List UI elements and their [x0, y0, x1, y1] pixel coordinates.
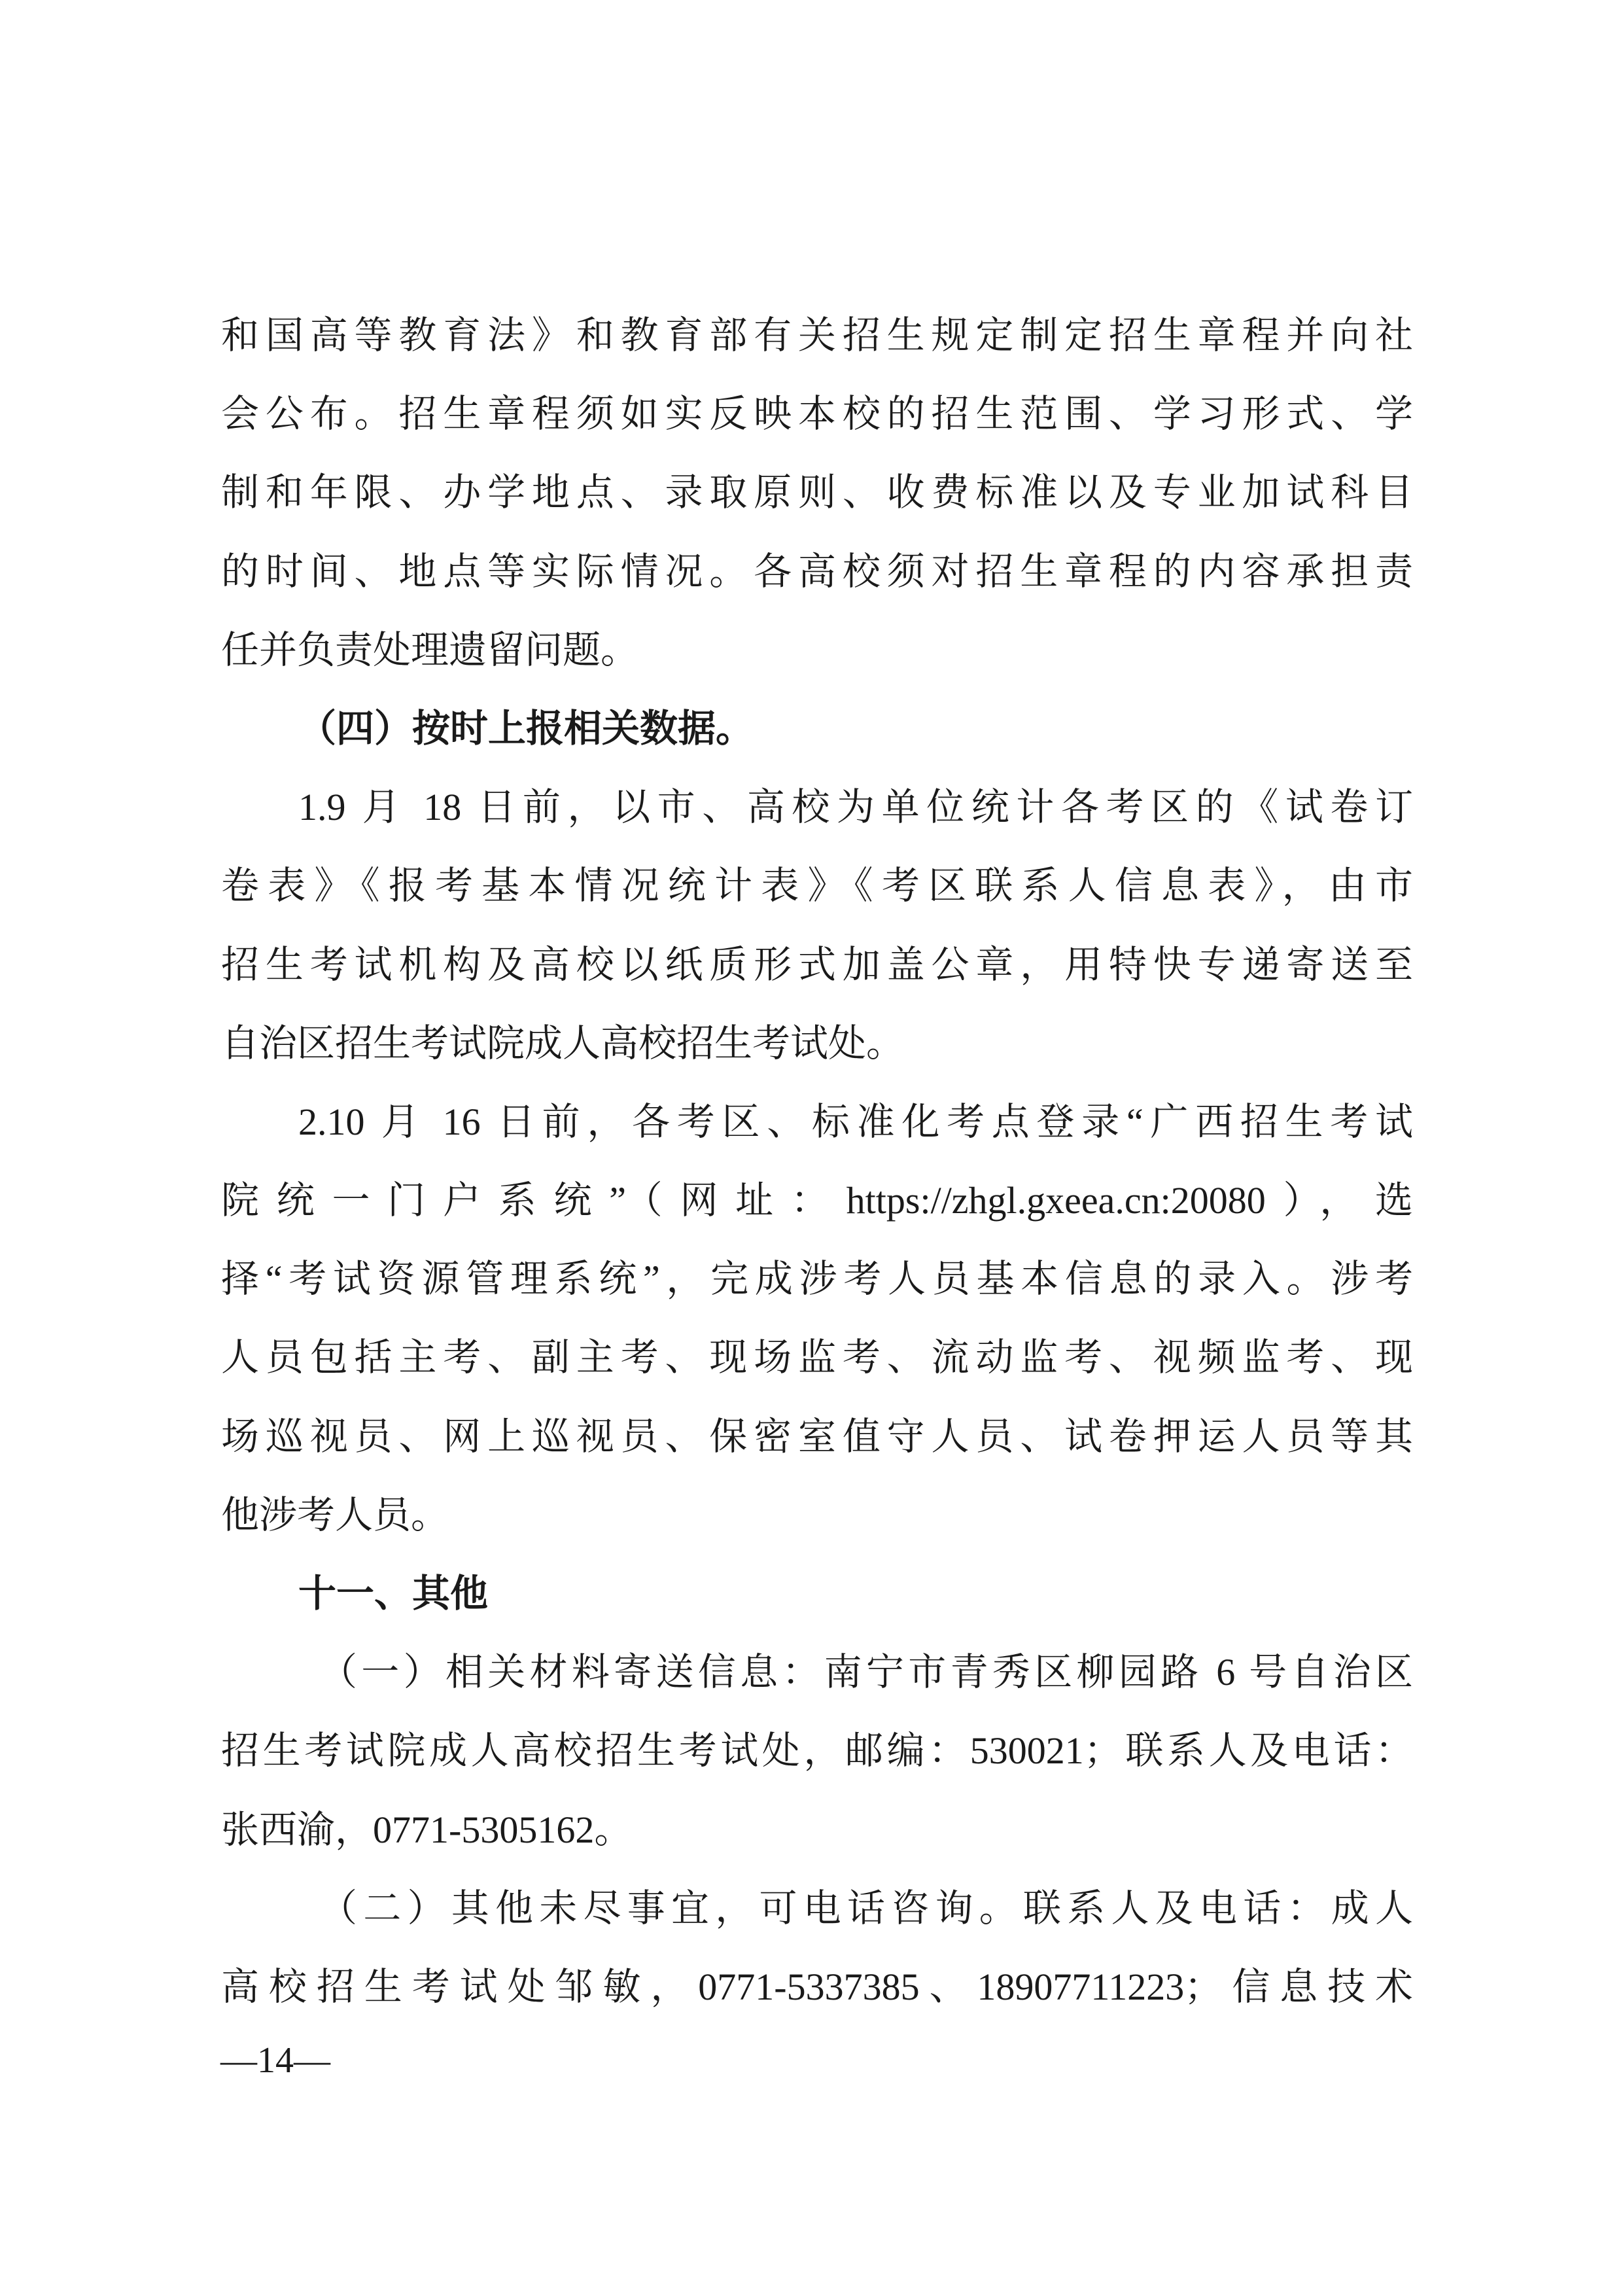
text-line: 的时间、地点等实际情况。各高校须对招生章程的内容承担责	[221, 550, 1413, 593]
text-line: 场巡视员、网上巡视员、保密室值守人员、试卷押运人员等其	[221, 1415, 1413, 1458]
text-line: （二）其他未尽事宜，可电话咨询。联系人及电话：成人	[319, 1886, 1413, 1930]
paragraph-item-2	[221, 1083, 1413, 1555]
paragraph-sub-1	[221, 1633, 1413, 1869]
text-line: 高校招生考试处邹敏，0771-5337385、18907711223；信息技术	[221, 1965, 1413, 2008]
paragraph-item-1	[221, 768, 1413, 1083]
text-line: 院统一门户系统”（网址：https://zhgl.gxeea.cn:20080），选	[221, 1179, 1413, 1222]
text-line: 会公布。招生章程须如实反映本校的招生范围、学习形式、学	[221, 393, 1413, 436]
text-line: 招生考试机构及高校以纸质形式加盖公章，用特快专递寄送至	[221, 943, 1413, 986]
section-heading-other: 十一、其他	[298, 1572, 489, 1615]
text-line: 卷表》《报考基本情况统计表》《考区联系人信息表》，由市	[221, 864, 1413, 908]
paragraph-enrollment-charter	[221, 296, 1413, 690]
paragraph-sub-2	[221, 1869, 1413, 2026]
text-line: 张西渝，0771-5305162。	[221, 1808, 633, 1851]
text-line: 择“考试资源管理系统”，完成涉考人员基本信息的录入。涉考	[221, 1258, 1413, 1301]
text-line: 2.10 月 16 日前，各考区、标准化考点登录“广西招生考试	[298, 1100, 1413, 1143]
text-line: 招生考试院成人高校招生考试处，邮编：530021；联系人及电话：	[221, 1729, 1413, 1773]
subheading-report-data: （四）按时上报相关数据。	[298, 707, 754, 750]
text-line: 自治区招生考试院成人高校招生考试处。	[221, 1021, 905, 1065]
text-line: 和国高等教育法》和教育部有关招生规定制定招生章程并向社	[221, 314, 1413, 357]
text-line: 任并负责处理遗留问题。	[221, 628, 639, 671]
page-number: —14—	[220, 2040, 330, 2081]
text-line: 人员包括主考、副主考、现场监考、流动监考、视频监考、现	[221, 1336, 1413, 1379]
text-line: 制和年限、办学地点、录取原则、收费标准以及专业加试科目	[221, 471, 1413, 514]
body-text	[221, 296, 1413, 2026]
text-line: 他涉考人员。	[221, 1493, 449, 1536]
text-line: （一）相关材料寄送信息：南宁市青秀区柳园路 6 号自治区	[319, 1651, 1413, 1694]
text-line: 1.9 月 18 日前，以市、高校为单位统计各考区的《试卷订	[298, 786, 1413, 829]
